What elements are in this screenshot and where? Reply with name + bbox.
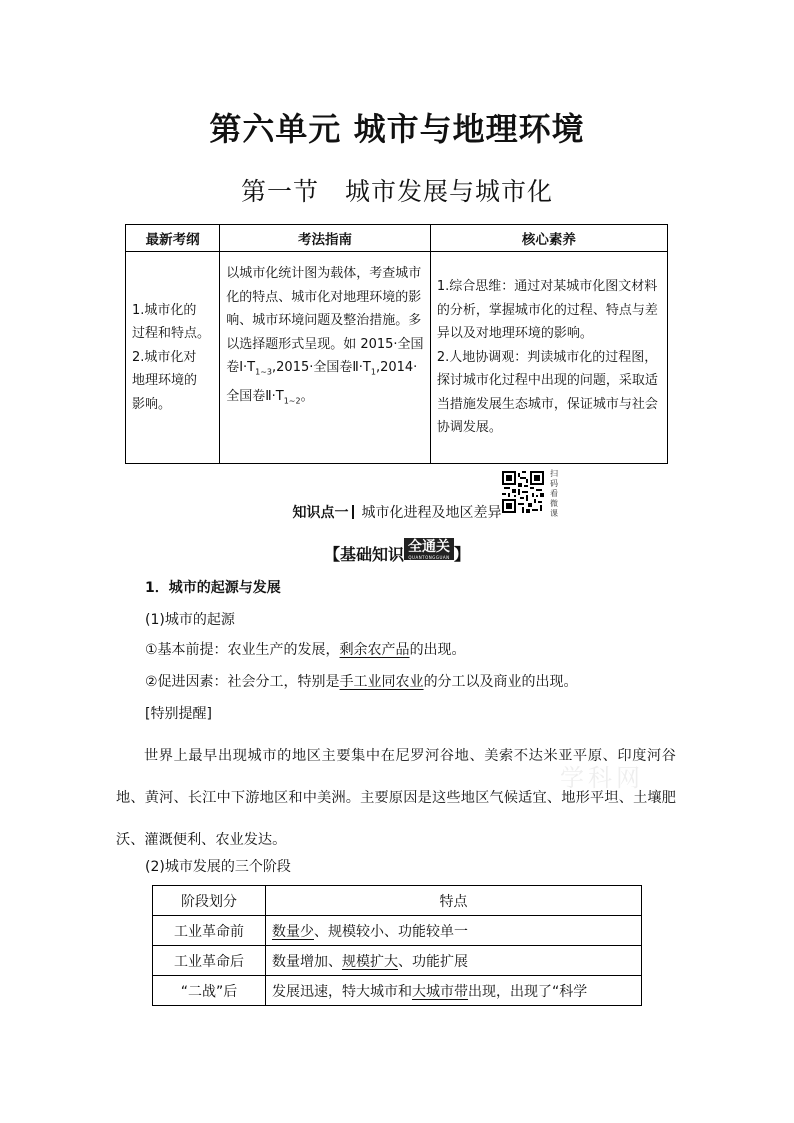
knowledge-point-heading	[0, 502, 794, 522]
outline-header-row	[126, 225, 668, 252]
exam-outline-table	[125, 224, 668, 464]
header-suyang: 核心素养	[430, 225, 667, 252]
underlined-answer: 大城市带	[412, 983, 468, 1000]
kaofa-text: 以城市化统计图为载体，考查城市化的特点、城市化对地理环境的影响、城市环境问题及整治措施。多以选择题形式呈现。如 2015·全国卷Ⅰ·T	[226, 266, 424, 376]
kaogang-cell	[126, 252, 220, 464]
origin-item-2	[145, 671, 578, 691]
item-text: ①基本前提：农业生产的发展，	[145, 642, 340, 658]
divider	[352, 505, 354, 519]
bracket-open: 【	[323, 545, 340, 564]
special-tip-label: [特别提醒]	[145, 706, 212, 722]
stage-feature	[266, 946, 642, 976]
underlined-answer: 规模扩大	[342, 953, 398, 970]
badge-text: 全通关	[408, 539, 450, 555]
qr-char: 扫	[550, 469, 558, 478]
item-text: 的出现。	[409, 642, 466, 658]
origin-item-1	[145, 639, 466, 659]
qr-char: 看	[550, 489, 558, 498]
header-stage: 阶段划分	[153, 886, 266, 916]
watermark: 学科网	[560, 764, 644, 792]
kaofa-sub: 1~2	[283, 396, 301, 406]
basic-knowledge-heading	[0, 538, 794, 565]
header-kaofa: 考法指南	[220, 225, 431, 252]
kaogang-line: 2.城市化对	[132, 349, 197, 365]
section-title: 第一节 城市发展与城市化	[240, 177, 553, 206]
kaogang-line: 过程和特点。	[132, 326, 211, 342]
quantongguan-badge	[404, 538, 454, 560]
stage-feature	[266, 976, 642, 1006]
stage-name: 工业革命后	[153, 946, 266, 976]
feature-text: 发展迅速，特大城市和	[272, 983, 412, 1000]
suyang-item: 2.人地协调观：判读城市化的过程图，探讨城市化过程中出现的问题，采取适当措施发展生态城市，保证城市与社会协调发展。	[436, 349, 658, 436]
kaogang-line: 1.城市化的	[132, 302, 197, 318]
kaofa-sub: 1~3	[255, 367, 273, 377]
section-heading: 1．城市的起源与发展	[145, 580, 281, 596]
underlined-answer: 剩余农产品	[339, 642, 410, 658]
subsection-heading: (1)城市的起源	[145, 612, 235, 628]
feature-text: 数量增加、	[272, 953, 342, 970]
qr-char: 课	[550, 509, 558, 518]
header-feature: 特点	[266, 886, 642, 916]
knowledge-point-label: 知识点一	[292, 505, 349, 521]
feature-text: 、功能扩展	[398, 953, 468, 970]
bracket-close: 】	[454, 545, 471, 564]
stage-row	[153, 916, 642, 946]
kaofa-sub: 1	[370, 367, 376, 377]
kaogang-line: 影响。	[132, 396, 172, 412]
kaofa-text: 。	[300, 388, 314, 404]
city-stage-table	[152, 885, 642, 1006]
header-kaogang: 最新考纲	[126, 225, 220, 252]
stage-feature	[266, 916, 642, 946]
qr-char: 码	[550, 479, 558, 488]
suyang-cell	[430, 252, 667, 464]
special-tip-paragraph: 世界上最早出现城市的地区主要集中在尼罗河谷地、美索不达米亚平原、印度河谷地、黄河、长江中下游地区和中美洲。主要原因是这些地区气候适宜、地形平坦、土壤肥沃、灌溉便利、农业发达。	[116, 748, 676, 848]
kaofa-cell	[220, 252, 431, 464]
item-text: 的分工以及商业的出现。	[423, 674, 578, 690]
underlined-answer: 数量少	[272, 923, 314, 940]
basic-knowledge-label: 基础知识	[339, 545, 404, 564]
suyang-item: 1.综合思维：通过对某城市化图文材料的分析，掌握城市化的过程、特点与差异以及对地理环境的影响。	[436, 278, 658, 342]
stage-name: “二战”后	[153, 976, 266, 1006]
unit-title: 第六单元 城市与地理环境	[209, 110, 585, 148]
subsection-heading-2: (2)城市发展的三个阶段	[145, 859, 291, 875]
stage-row	[153, 946, 642, 976]
stage-row	[153, 976, 642, 1006]
qr-char: 微	[550, 499, 558, 508]
badge-pinyin: QUANTONGGUAN	[408, 555, 450, 560]
feature-text: 出现，出现了“科学	[468, 983, 588, 1000]
feature-text: 、规模较小、功能较单一	[314, 923, 468, 940]
stage-name: 工业革命前	[153, 916, 266, 946]
underlined-answer: 手工业同农业	[339, 674, 424, 690]
knowledge-point-title: 城市化进程及地区差异	[361, 505, 502, 521]
item-text: ②促进因素：社会分工，特别是	[145, 674, 340, 690]
outline-body-row	[126, 252, 668, 464]
kaogang-line: 地理环境的	[132, 373, 198, 389]
stage-header-row	[153, 886, 642, 916]
kaofa-text: ,2015·全国卷Ⅱ·T	[272, 360, 371, 376]
kaofa-text: ,2014·全国卷Ⅱ·T	[226, 360, 418, 404]
